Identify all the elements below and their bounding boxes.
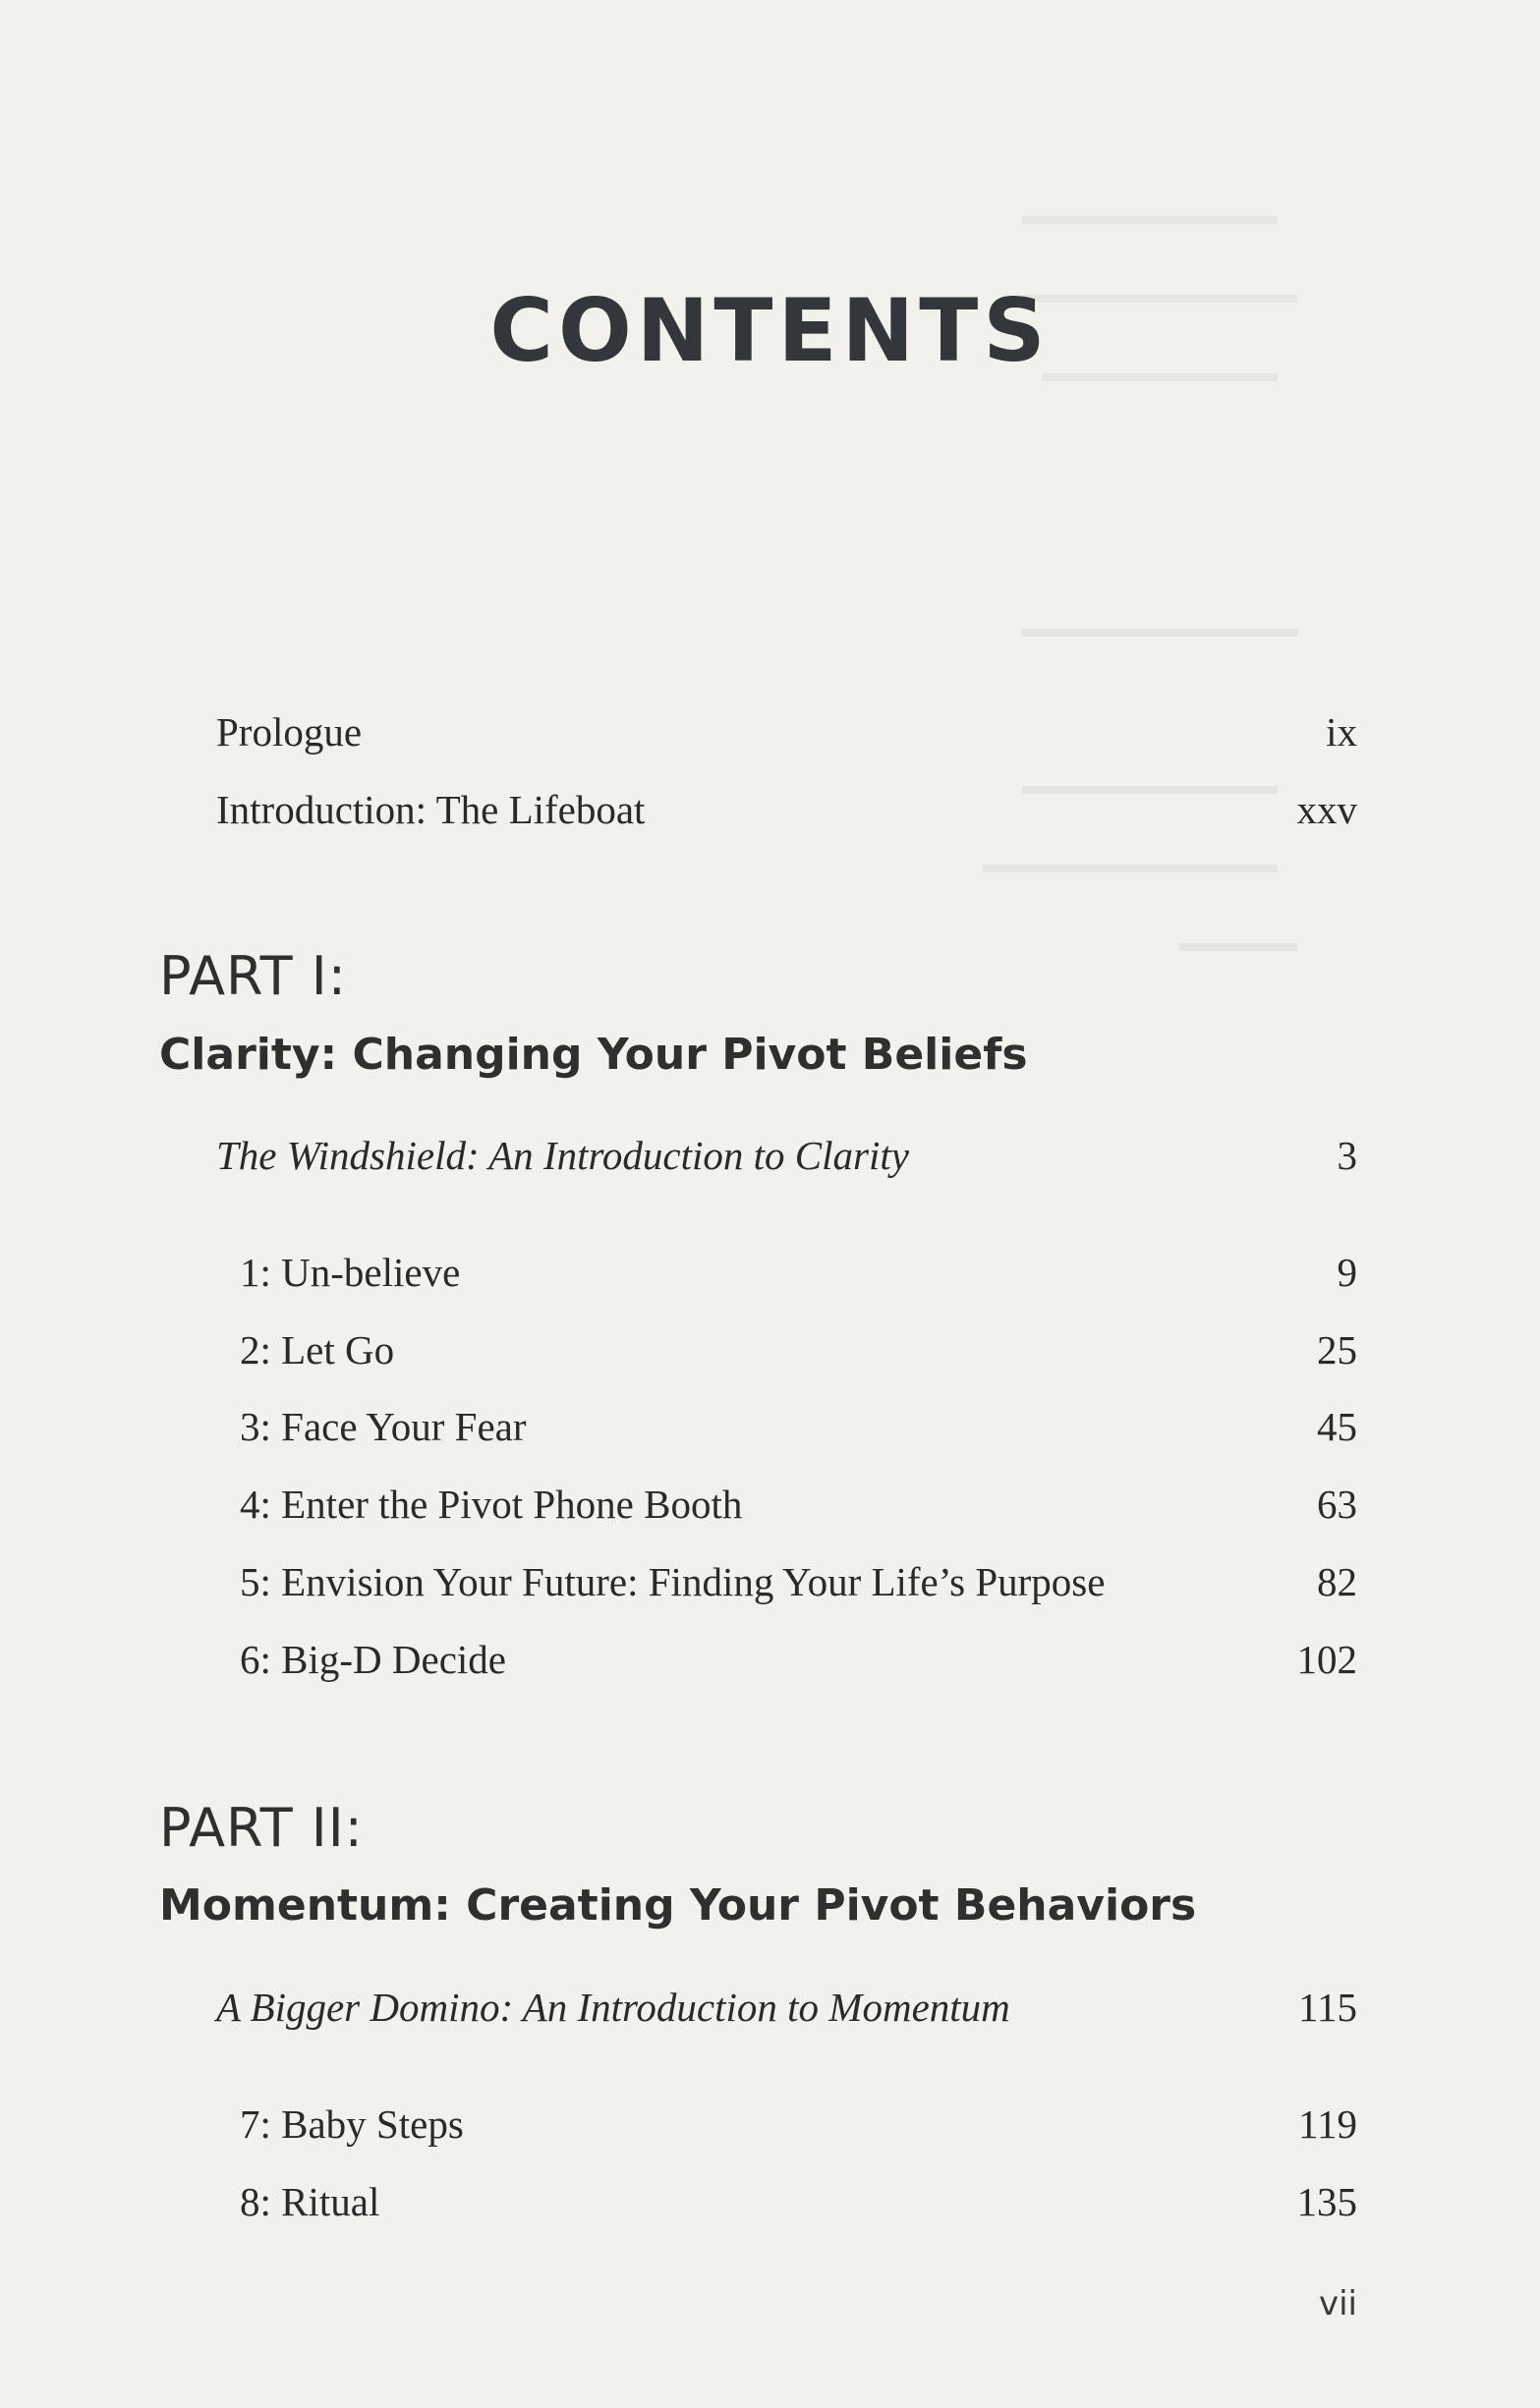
toc-entry-page: 45 [1317,1404,1357,1449]
chapter-entry [0,2170,1540,2233]
part-number: PART I: [159,945,347,1007]
toc-entry-page: 63 [1317,1482,1357,1527]
toc-entry-label: 1: Un-believe [240,1250,461,1295]
toc-entry-label: Prologue [216,709,363,755]
toc-entry-page: 9 [1337,1250,1357,1295]
toc-entry-page: 3 [1337,1133,1357,1178]
toc-entry-label: 7: Baby Steps [240,2101,464,2147]
chapter-entry [0,2093,1540,2156]
part-intro-entry [0,1976,1540,2039]
part-intro-entry [0,1124,1540,1187]
toc-entry-label: 4: Enter the Pivot Phone Booth [240,1482,743,1527]
toc-entry-page: 102 [1296,1637,1357,1682]
toc-entry-label: The Windshield: An Introduction to Clarity [216,1133,909,1178]
toc-entry-label: 3: Face Your Fear [240,1404,527,1449]
bleed-through-mark [1179,943,1297,951]
toc-entry-page: 119 [1298,2101,1357,2147]
toc-entry-label: 6: Big-D Decide [240,1637,506,1682]
page-folio: vii [1318,2284,1357,2324]
chapter-entry [0,1628,1540,1691]
chapter-entry [0,1241,1540,1304]
toc-entry-label: 8: Ritual [240,2179,380,2224]
toc-entry-label: A Bigger Domino: An Introduction to Momentum [216,1985,1010,2030]
toc-entry-page: xxv [1296,787,1357,832]
toc-entry-page: 135 [1296,2179,1357,2224]
part-title: Clarity: Changing Your Pivot Beliefs [159,1030,1028,1080]
chapter-entry [0,1395,1540,1458]
toc-entry [0,778,1540,841]
chapter-entry [0,1318,1540,1381]
toc-entry-label: 2: Let Go [240,1327,395,1372]
toc-entry-label: 5: Envision Your Future: Finding Your Life’s Purpose [240,1559,1106,1604]
bleed-through-mark [983,865,1278,872]
toc-entry-label: Introduction: The Lifeboat [216,787,646,832]
chapter-entry [0,1473,1540,1536]
toc-entry-page: ix [1326,709,1357,755]
chapter-entry [0,1550,1540,1613]
bleed-through-mark [1022,216,1278,224]
toc-entry-page: 25 [1317,1327,1357,1372]
part-number: PART II: [159,1797,364,1859]
toc-entry [0,700,1540,763]
toc-entry-page: 115 [1298,1985,1357,2030]
bleed-through-mark [1022,629,1297,637]
toc-entry-page: 82 [1317,1559,1357,1604]
part-title: Momentum: Creating Your Pivot Behaviors [159,1880,1197,1931]
contents-heading: CONTENTS [489,280,1051,381]
